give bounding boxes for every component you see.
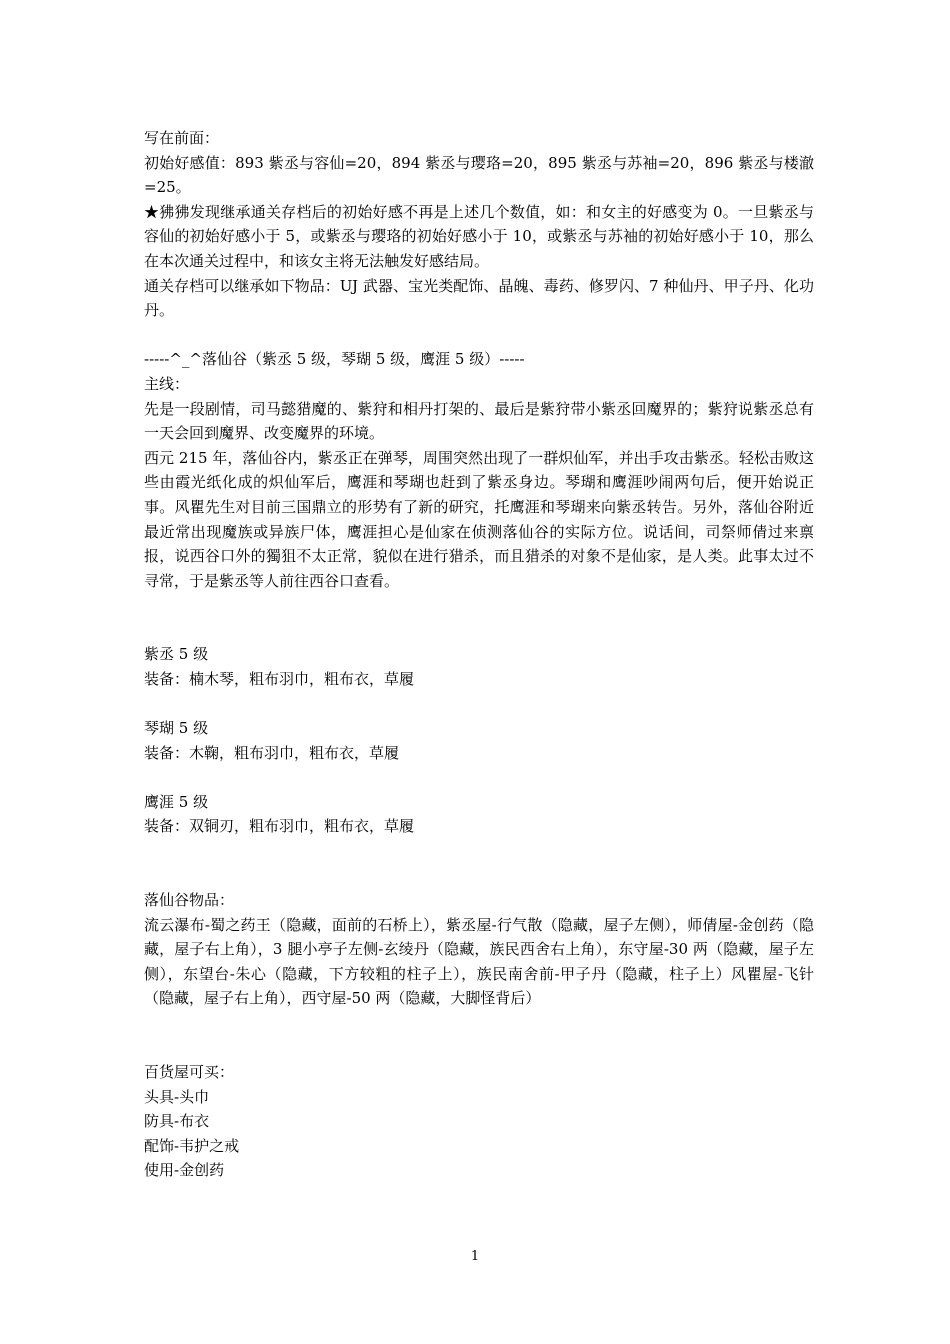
items-heading: 落仙谷物品： xyxy=(144,891,235,910)
story-paragraph: 先是一段剧情，司马懿猎魔的、紫狩和相丹打架的、最后是紫狩带小紫丞回魔界的；紫狩说紫丞总有一天会回到魔界、改变魔界的环境。 xyxy=(144,399,814,443)
shop-heading: 百货屋可买： xyxy=(144,1063,235,1081)
intro-heading: 写在前面： xyxy=(144,129,220,147)
affection-note-paragraph: ★狒狒发现继承通关存档后的初始好感不再是上述几个数值，如：和女主的好感变为 0。一旦紫丞与容仙的初始好感小于 5，或紫丞与璎珞的初始好感小于 10，或紫丞与苏袖的初始好感小于 10，那么在本次通关过程中，和该女主将无法触发好感结局。 xyxy=(144,202,814,270)
spacer xyxy=(144,765,814,790)
spacer xyxy=(144,323,814,348)
spacer xyxy=(144,593,814,642)
spacer xyxy=(144,839,814,888)
party-member-equipment: 装备：双铜刃，粗布羽巾，粗布衣，草履 xyxy=(144,817,415,836)
page-number: 1 xyxy=(470,1249,480,1264)
spacer xyxy=(144,691,814,716)
spacer xyxy=(144,1011,814,1060)
story-paragraph: 西元 215 年，落仙谷内，紫丞正在弹琴，周围突然出现了一群炽仙军，并出手攻击紫丞。轻松击败这些由霞光纸化成的炽仙军后，鹰涯和琴瑚也赶到了紫丞身边。琴瑚和鹰涯吵闹两句后，便开始说正事。风瞿先生对目前三国鼎立的形势有了新的研究，托鹰涯和琴瑚来向紫丞转告。另外，落仙谷附近最近常出现魔族或异族尸体，鹰涯担心是仙家在侦测落仙谷的实际方位。说话间，司祭师倩过来禀报，说西谷口外的獨狙不太正常，貌似在进行猎杀，而且猎杀的对象不是仙家，是人类。此事太过不寻常，于是紫丞等人前往西谷口查看。 xyxy=(144,448,814,590)
initial-affection-paragraph: 初始好感值：893 紫丞与容仙=20，894 紫丞与璎珞=20，895 紫丞与苏袖=20，896 紫丞与楼澈=25。 xyxy=(144,153,814,197)
party-member-name: 琴瑚 5 级 xyxy=(144,719,209,738)
main-story-label: 主线： xyxy=(144,374,190,393)
shop-entry: 使用-金创药 xyxy=(144,1161,225,1180)
party-member-equipment: 装备：楠木琴，粗布羽巾，粗布衣，草履 xyxy=(144,669,415,688)
inherit-items-paragraph: 通关存档可以继承如下物品：UJ 武器、宝光类配饰、晶魄、毒药、修罗闪、7 种仙丹、甲子丹、化功丹。 xyxy=(144,276,814,320)
document-body xyxy=(144,126,814,1183)
items-list-paragraph: 流云瀑布-蜀之药王（隐藏，面前的石桥上），紫丞屋-行气散（隐藏，屋子左侧），师倩屋-金创药（隐藏，屋子右上角），3 腿小亭子左侧-玄绫丹（隐藏，族民西舍右上角），东守屋-30 两（隐藏，屋子左侧），东望台-朱心（隐藏，下方较粗的柱子上），族民南舍前-甲子丹（隐藏，柱子上）风瞿屋-飞针（隐藏，屋子右上角），西守屋-50 两（隐藏，大脚怪背后） xyxy=(144,915,814,1008)
shop-entry: 配饰-韦护之戒 xyxy=(144,1136,240,1155)
shop-entry: 防具-布衣 xyxy=(144,1112,210,1131)
party-member-equipment: 装备：木鞠，粗布羽巾，粗布衣，草履 xyxy=(144,743,400,762)
chapter-title: -----^_^落仙谷（紫丞 5 级，琴瑚 5 级，鹰涯 5 级）----- xyxy=(144,350,525,369)
party-member-name: 紫丞 5 级 xyxy=(144,645,209,664)
shop-entry: 头具-头巾 xyxy=(144,1087,210,1106)
party-member-name: 鹰涯 5 级 xyxy=(144,792,209,811)
